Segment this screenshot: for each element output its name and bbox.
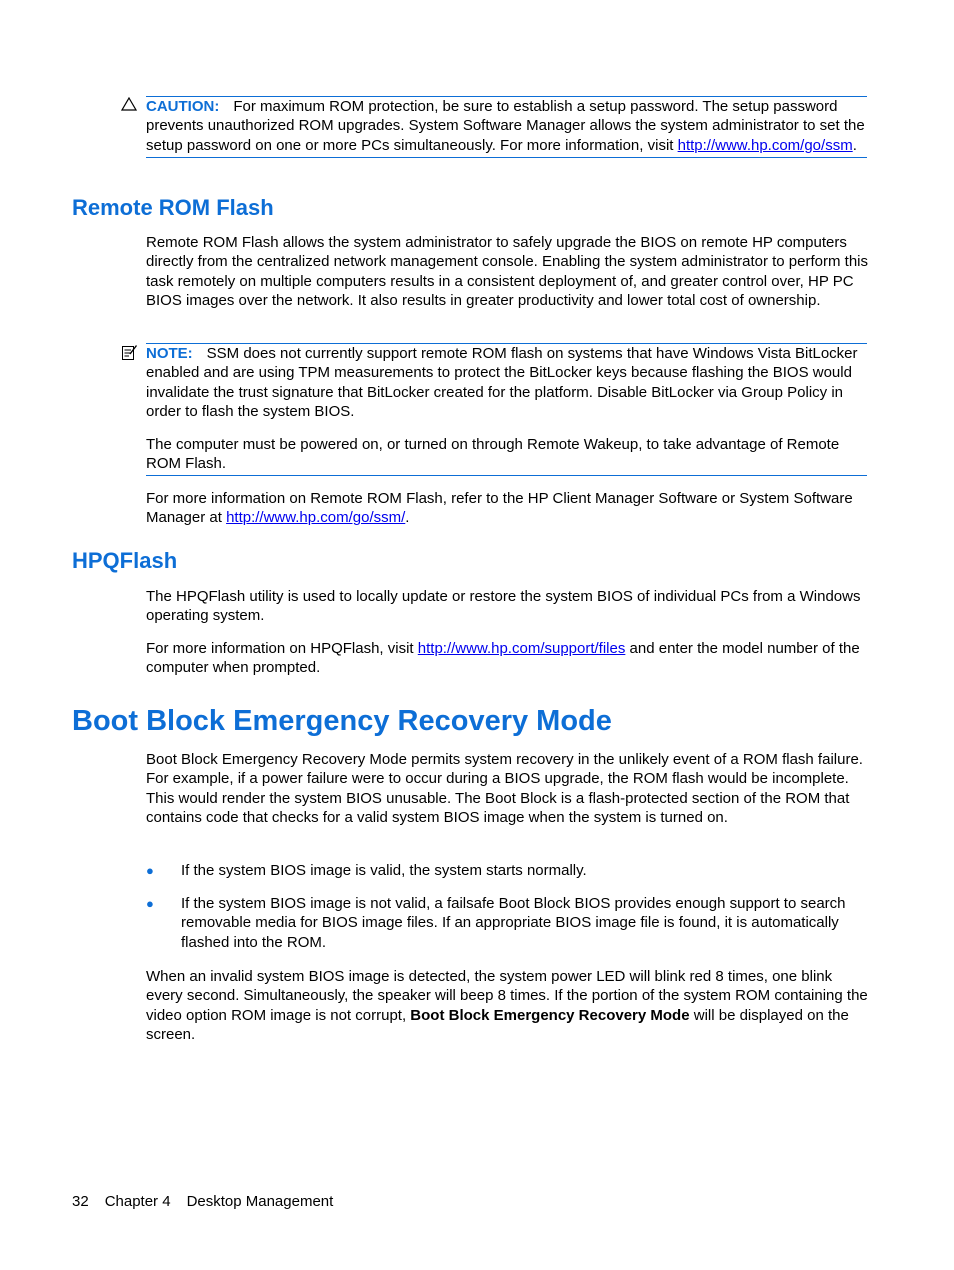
page-number: 32: [72, 1193, 89, 1210]
note-text-2: The computer must be powered on, or turned on through Remote Wakeup, to take advantage of Remote ROM Flash.: [146, 436, 840, 473]
support-files-link[interactable]: http://www.hp.com/support/files: [417, 640, 626, 657]
caution-box: CAUTION: For maximum ROM protection, be sure to establish a setup password. The setup password prevents unauthorized ROM upgrades. System Software Manager allows the system administrator to set the setup password on one or more PCs simultaneously. For more information, visit http://www.hp.com/go/ssm.: [146, 96, 867, 158]
note-icon: [121, 344, 138, 361]
boot-block-mode-bold: Boot Block Emergency Recovery Mode: [410, 1006, 690, 1024]
page-footer: [72, 1192, 349, 1211]
bullet-icon: ●: [146, 896, 154, 911]
boot-block-heading: Boot Block Emergency Recovery Mode: [72, 705, 612, 737]
boot-block-led-paragraph: When an invalid system BIOS image is detected, the system power LED will blink red 8 times, one blink every second. Simultaneously, the speaker will beep 8 times. If the portion of the system ROM containing the video option ROM image is not corrupt, Boot Block Emergency Recovery Mode will be displayed on the screen.: [146, 968, 868, 1043]
chapter-title: Desktop Management: [186, 1193, 334, 1210]
hpqflash-paragraph: The HPQFlash utility is used to locally update or restore the system BIOS of individual PCs from a Windows operating system.: [146, 588, 861, 625]
caution-triangle-icon: [121, 97, 137, 111]
note-box: [146, 343, 867, 476]
remote-rom-flash-more-info: For more information on Remote ROM Flash, refer to the HP Client Manager Software or System Software Manager at http://www.hp.com/go/ssm/.: [146, 490, 853, 527]
bullet-icon: ●: [146, 863, 154, 878]
bullet-text: If the system BIOS image is valid, the system starts normally.: [181, 862, 587, 879]
note-text-1: SSM does not currently support remote ROM flash on systems that have Windows Vista BitLocker enabled and are using TPM measurements to protect the BitLocker keys because flashing the BIOS would invalidate the trust signature that BitLocker created for the platform. Disable BitLocker via Group Policy in order to flash the system BIOS.: [146, 345, 858, 420]
chapter-number: Chapter 4: [104, 1193, 171, 1210]
ssm-link[interactable]: http://www.hp.com/go/ssm/: [226, 509, 406, 527]
caution-text: For maximum ROM protection, be sure to establish a setup password. The setup password prevents unauthorized ROM upgrades. System Software Manager allows the system administrator to set the setup password on one or more PCs simultaneously. For more information, visit: [146, 98, 865, 154]
remote-rom-flash-heading: Remote ROM Flash: [72, 195, 274, 220]
remote-rom-flash-paragraph: Remote ROM Flash allows the system administrator to safely upgrade the BIOS on remote HP computers directly from the centralized network management console. Enabling the system administrator to perform this task remotely on multiple computers results in a consistent deployment of, and greater control over, HP PC BIOS images over the network. It also results in greater productivity and lower total cost of ownership.: [146, 234, 868, 309]
note-label: NOTE:: [146, 345, 193, 362]
bullet-text: If the system BIOS image is not valid, a failsafe Boot Block BIOS provides enough support to search removable media for BIOS image files. If an appropriate BIOS image file is found, it is automatically flashed into the ROM.: [181, 895, 846, 951]
hpqflash-heading: HPQFlash: [72, 548, 178, 573]
boot-block-paragraph: Boot Block Emergency Recovery Mode permits system recovery in the unlikely event of a ROM flash failure. For example, if a power failure were to occur during a BIOS upgrade, the ROM flash would be incomplete. This would render the system BIOS unusable. The Boot Block is a flash-protected section of the ROM that contains code that checks for a valid system BIOS image when the system is turned on.: [146, 751, 863, 826]
caution-label: CAUTION:: [146, 98, 220, 115]
hpqflash-more-info: For more information on HPQFlash, visit http://www.hp.com/support/files and enter the model number of the computer when prompted.: [146, 640, 860, 677]
caution-ssm-link[interactable]: http://www.hp.com/go/ssm: [677, 136, 853, 154]
